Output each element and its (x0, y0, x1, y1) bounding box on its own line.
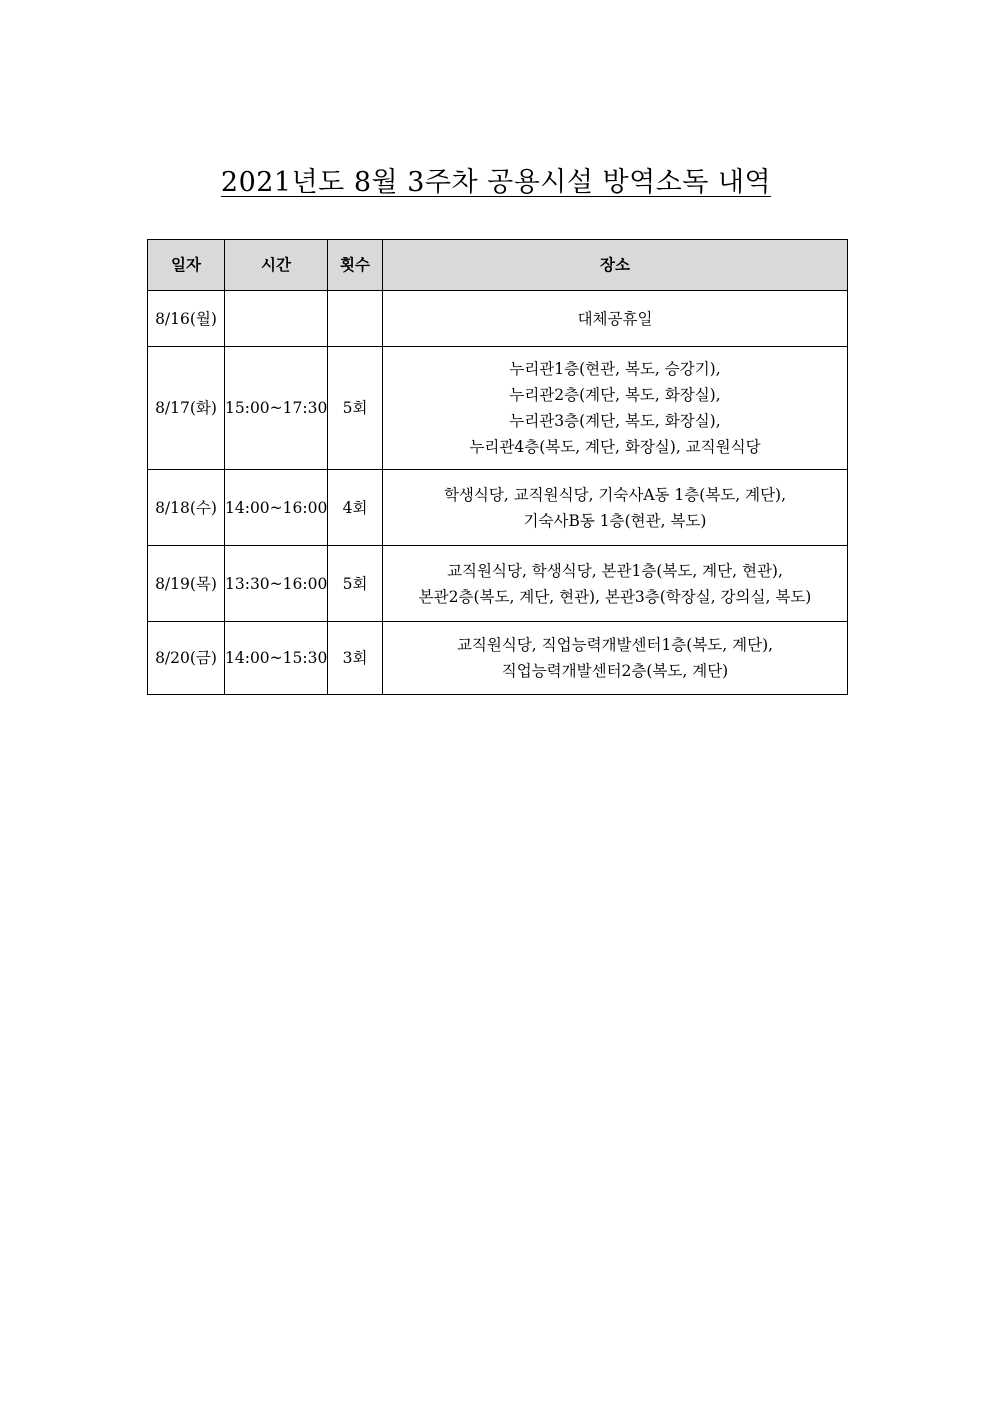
cell-place (383, 622, 848, 695)
header-place: 장소 (383, 240, 848, 291)
table-row (148, 291, 848, 347)
cell-time: 13:30~16:00 (225, 546, 328, 622)
cell-count: 3회 (328, 622, 383, 695)
place-line: 대체공휴일 (577, 309, 653, 328)
place-line: 누리관4층(복도, 계단, 화장실), 교직원식당 (469, 438, 761, 456)
place-line: 누리관3층(계단, 복도, 화장실), (509, 412, 721, 430)
cell-count (328, 291, 383, 347)
cell-time (225, 291, 328, 347)
place-line: 본관2층(복도, 계단, 현관), 본관3층(학장실, 강의실, 복도) (418, 587, 812, 606)
cell-date: 8/16(월) (148, 291, 225, 347)
table-row (148, 622, 848, 695)
header-count: 횟수 (328, 240, 383, 291)
cell-count: 4회 (328, 470, 383, 546)
place-line: 교직원식당, 직업능력개발센터1층(복도, 계단), (456, 636, 774, 654)
table-header-row (148, 240, 848, 291)
document-title (0, 160, 992, 199)
cell-place (383, 546, 848, 622)
header-time: 시간 (225, 240, 328, 291)
table-row (148, 470, 848, 546)
place-line: 기숙사B동 1층(현관, 복도) (523, 511, 707, 530)
cell-time: 14:00~15:30 (225, 622, 328, 695)
cell-date: 8/18(수) (148, 470, 225, 546)
cell-place (383, 347, 848, 470)
disinfection-schedule-table (147, 239, 848, 695)
header-date: 일자 (148, 240, 225, 291)
cell-place (383, 291, 848, 347)
cell-time: 15:00~17:30 (225, 347, 328, 470)
cell-date: 8/20(금) (148, 622, 225, 695)
cell-date: 8/17(화) (148, 347, 225, 470)
place-line: 누리관1층(현관, 복도, 승강기), (509, 360, 721, 378)
cell-place (383, 470, 848, 546)
cell-date: 8/19(목) (148, 546, 225, 622)
table-row (148, 546, 848, 622)
cell-count: 5회 (328, 546, 383, 622)
document-title-text: 2021년도 8월 3주차 공용시설 방역소독 내역 (220, 167, 772, 198)
cell-count: 5회 (328, 347, 383, 470)
place-line: 누리관2층(계단, 복도, 화장실), (509, 386, 721, 404)
place-line: 학생식당, 교직원식당, 기숙사A동 1층(복도, 계단), (443, 485, 787, 504)
table-row (148, 347, 848, 470)
place-line: 직업능력개발센터2층(복도, 계단) (501, 662, 729, 680)
place-line: 교직원식당, 학생식당, 본관1층(복도, 계단, 현관), (447, 561, 783, 580)
cell-time: 14:00~16:00 (225, 470, 328, 546)
